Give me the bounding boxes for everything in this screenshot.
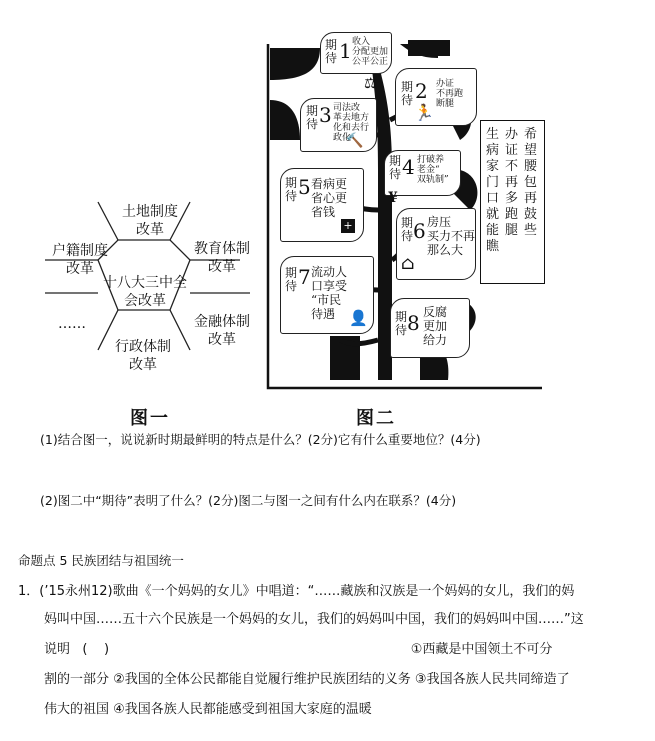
leaf-expectation-6 bbox=[396, 208, 476, 280]
hex-item-education: 教育体制 改革 bbox=[194, 241, 250, 275]
house-icon: ⌂ bbox=[401, 253, 415, 274]
leaf-number: 3 bbox=[319, 103, 332, 127]
scales-icon: ⚖ bbox=[364, 74, 378, 92]
leaf-qidai-label: 期待 bbox=[395, 310, 408, 337]
yuan-icon: ¥ bbox=[388, 190, 398, 206]
leaf-expectation-2 bbox=[395, 68, 477, 126]
leaf-expectation-8 bbox=[390, 298, 470, 358]
leaf-qidai-label: 期待 bbox=[285, 176, 298, 203]
leaf-qidai-label: 期待 bbox=[401, 216, 414, 243]
leaf-text: 流动人 口享受 “市民 待遇 bbox=[311, 265, 348, 321]
leaf-expectation-5 bbox=[280, 168, 364, 242]
hex-item-administration: 行政体制 改革 bbox=[115, 339, 171, 373]
leaf-qidai-label: 期待 bbox=[389, 154, 402, 181]
leaf-number: 5 bbox=[298, 175, 311, 199]
leaf-text: 反腐 更加 给力 bbox=[423, 305, 448, 347]
hex-item-household: 户籍制度 改革 bbox=[52, 243, 108, 277]
hex-center-label: 十八大三中全 会改革 bbox=[103, 275, 187, 309]
leaf-text: 办证 不再跑 断腿 bbox=[436, 79, 464, 109]
leaf-number: 7 bbox=[298, 265, 311, 289]
figure-2-caption: 图二 bbox=[356, 408, 396, 429]
leaf-number: 6 bbox=[413, 219, 426, 243]
hex-item-ellipsis: …… bbox=[58, 316, 86, 332]
problem-1-line-4: 割的一部分 ②我国的全体公民都能自觉履行维护民族团结的义务 ③我国各族人民共同缔造了 bbox=[44, 672, 570, 687]
leaf-text: 打破养 老金“ 双轨制” bbox=[417, 155, 449, 185]
leaf-expectation-7 bbox=[280, 256, 374, 334]
sign-column-3: 生病家门口就能瞧 bbox=[486, 127, 500, 254]
leaf-qidai-label: 期待 bbox=[325, 38, 338, 65]
medical-kit-icon: + bbox=[341, 219, 355, 233]
leaf-text: 房压 买力不再 那么大 bbox=[427, 215, 476, 257]
person-icon: 👤 bbox=[349, 309, 368, 327]
wish-sign bbox=[480, 120, 545, 284]
leaf-qidai-label: 期待 bbox=[285, 266, 298, 293]
sign-column-2: 办证不再多跑腿 bbox=[505, 127, 519, 238]
leaf-number: 4 bbox=[402, 155, 415, 179]
running-man-icon: 🏃 bbox=[414, 103, 434, 122]
problem-1-line-2: 妈叫中国……五十六个民族是一个妈妈的女儿，我们的妈妈叫中国，我们的妈妈叫中国……”这 bbox=[44, 612, 584, 627]
hex-item-finance: 金融体制 改革 bbox=[194, 314, 250, 348]
leaf-qidai-label: 期待 bbox=[401, 80, 414, 107]
figure-1-caption: 图一 bbox=[130, 408, 170, 429]
leaf-number: 8 bbox=[407, 311, 420, 335]
question-2: (2)图二中“期待”表明了什么？(2分)图二与图一之间有什么内在联系？(4分) bbox=[40, 493, 457, 508]
leaf-expectation-3 bbox=[300, 98, 377, 152]
leaf-expectation-1 bbox=[320, 32, 392, 74]
problem-1-line-3: 说明 ( ) ①西藏是中国领土不可分 bbox=[44, 642, 553, 657]
problem-1-line-1: 1．(’15永州12)歌曲《一个妈妈的女儿》中唱道：“……藏族和汉族是一个妈妈的女儿，我们的妈 bbox=[18, 584, 575, 599]
gavel-icon: 🔨 bbox=[346, 133, 364, 149]
leaf-number: 1 bbox=[339, 39, 352, 63]
sign-column-1: 希望腰包再鼓些 bbox=[524, 127, 538, 238]
section-heading: 命题点 5 民族团结与祖国统一 bbox=[18, 553, 184, 568]
leaf-text: 司法改 革去地方 化和去行 政化 bbox=[333, 103, 370, 143]
hex-item-land: 土地制度 改革 bbox=[122, 204, 178, 238]
problem-1-line-5: 伟大的祖国 ④我国各族人民都能感受到祖国大家庭的温暖 bbox=[44, 702, 372, 717]
leaf-text: 看病更 省心更 省钱 bbox=[311, 177, 348, 219]
question-1: (1)结合图一，说说新时期最鲜明的特点是什么？(2分)它有什么重要地位？(4分) bbox=[40, 432, 481, 447]
figure-1-hex-diagram bbox=[40, 185, 260, 395]
leaf-text: 收入 分配更加 公平公正 bbox=[352, 37, 389, 67]
leaf-number: 2 bbox=[415, 79, 428, 103]
leaf-qidai-label: 期待 bbox=[306, 104, 319, 131]
